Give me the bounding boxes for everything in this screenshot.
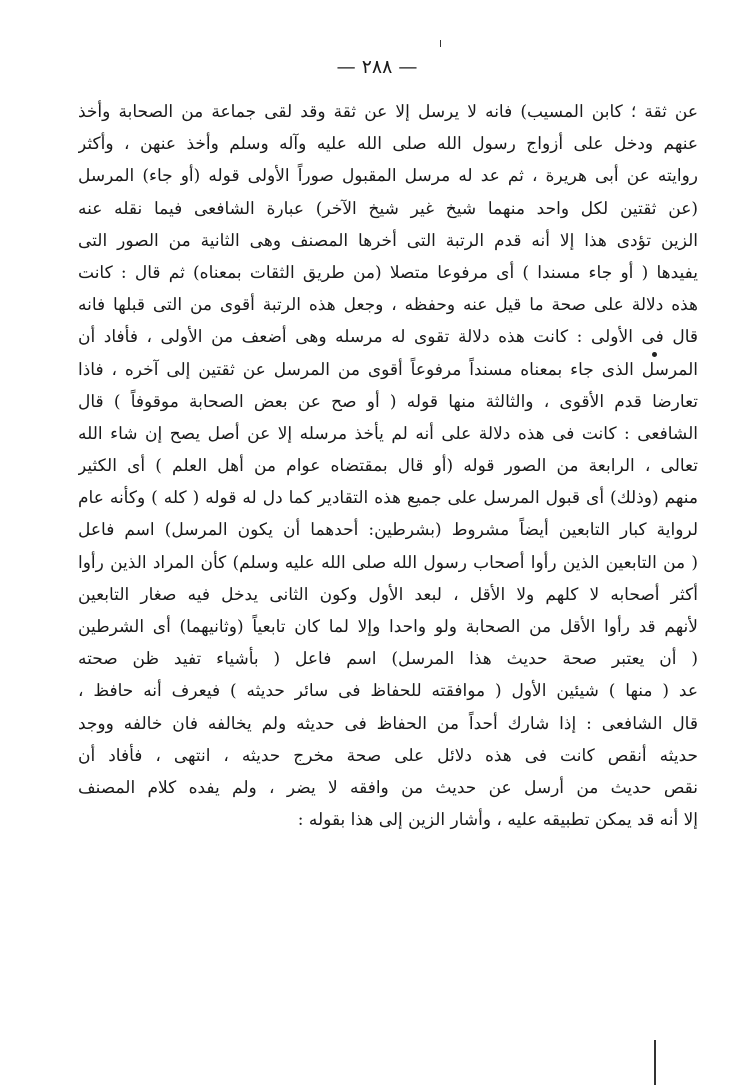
text-line: يفيدها ( أو جاء مسندا ) أى مرفوعا متصلا (من طريق الثقات بمعناه) ثم قال : كانت bbox=[78, 262, 698, 283]
text-line: قال الشافعى : إذا شارك أحداً من الحفاظ فى حديثه ولم يخالفه فان خالفه ووجد bbox=[78, 713, 698, 734]
text-line: (عن ثقتين لكل واحد منهما شيخ غير شيخ الآخر) عبارة الشافعى فيما نقله عنه bbox=[78, 198, 698, 219]
text-line: حديثه أنقص كانت فى هذه دلائل على صحة مخرج حديثه ، انتهى ، فأفاد أن bbox=[78, 745, 698, 766]
text-line: هذه دلالة على صحة ما قيل عنه وحفظه ، وجعل هذه الرتبة أقوى من التى قبلها فانه bbox=[78, 295, 698, 316]
text-line: روايته عن أبى هريرة ، ثم عد له مرسل المقبول صوراً الأولى قوله (أو جاء) المرسل bbox=[78, 166, 698, 187]
text-line: المرسل الذى جاء بمعناه مسنداً مرفوعاً أقوى من المرسل عن ثقتين إلى آخره ، فاذا bbox=[78, 359, 698, 380]
text-line: تعالى ، الرابعة من الصور قوله (أو قال بمقتضاه عوام من أهل العلم ) أى الكثير bbox=[78, 456, 698, 477]
text-line: ( من التابعين الذين رأوا أصحاب رسول الله صلى الله عليه وسلم) كأن المراد الذين رأوا bbox=[78, 552, 698, 573]
text-line: منهم (وذلك) أى قبول المرسل على جميع هذه التقادير كما دل له قوله ( كله ) وكأنه عام bbox=[78, 488, 698, 509]
bottom-scan-line bbox=[654, 1040, 656, 1085]
text-line: لرواية كبار التابعين أيضاً مشروط (بشرطين: أحدهما أن يكون المرسل) اسم فاعل bbox=[78, 520, 698, 541]
text-line: عد ( منها ) شيئين الأول ( موافقته للحفاظ فى سائر حديثه ) فيعرف أنه حافظ ، bbox=[78, 681, 698, 702]
body-text bbox=[78, 96, 698, 836]
text-line: عنهم ودخل على أزواج رسول الله صلى الله عليه وآله وسلم وأخذ عنهن ، وأكثر bbox=[78, 134, 698, 155]
text-line: الزين تؤدى هذا إلا أنه قدم الرتبة التى أخرها المصنف وهى الثانية من الصور التى bbox=[78, 230, 698, 251]
text-line: الشافعى : كانت فى هذه دلالة على أنه لم يأخذ مرسله إلا عن أصل يصح إن شاء الله bbox=[78, 423, 698, 444]
text-line: نقص حديث من أرسل عن حديث من وافقه لا يضر ، ولم يفده كلام المصنف bbox=[78, 777, 698, 798]
text-line: عن ثقة ؛ كابن المسيب) فانه لا يرسل إلا عن ثقة وقد لقى جماعة من الصحابة وأخذ bbox=[78, 102, 698, 122]
text-line: تعارضا قدم الأقوى ، والثالثة منها قوله ( أو صح عن بعض الصحابة موقوفاً ) قال bbox=[78, 391, 698, 412]
text-line: قال فى الأولى : كانت هذه دلالة تقوى له مرسله وهى أضعف من الأولى ، فأفاد أن bbox=[78, 327, 698, 348]
text-line: لأنهم قد رأوا الأقل من الصحابة ولو واحدا وإلا لما كان تابعياً (وثانيهما) أى الشرطين bbox=[78, 617, 698, 637]
page-number: — ٢٨٨ — bbox=[336, 56, 418, 78]
top-scan-mark bbox=[440, 40, 441, 47]
text-line: ( أن يعتبر صحة حديث هذا المرسل) اسم فاعل ( بأشياء تفيد ظن صحته bbox=[78, 649, 698, 670]
text-line: أكثر أصحابه لا كلهم ولا الأقل ، لبعد الأول وكون الثانى يدخل فيه صغار التابعين bbox=[78, 584, 698, 605]
margin-dot bbox=[652, 352, 657, 357]
text-line: إلا أنه قد يمكن تطبيقه عليه ، وأشار الزين إلى هذا بقوله : bbox=[297, 810, 698, 831]
